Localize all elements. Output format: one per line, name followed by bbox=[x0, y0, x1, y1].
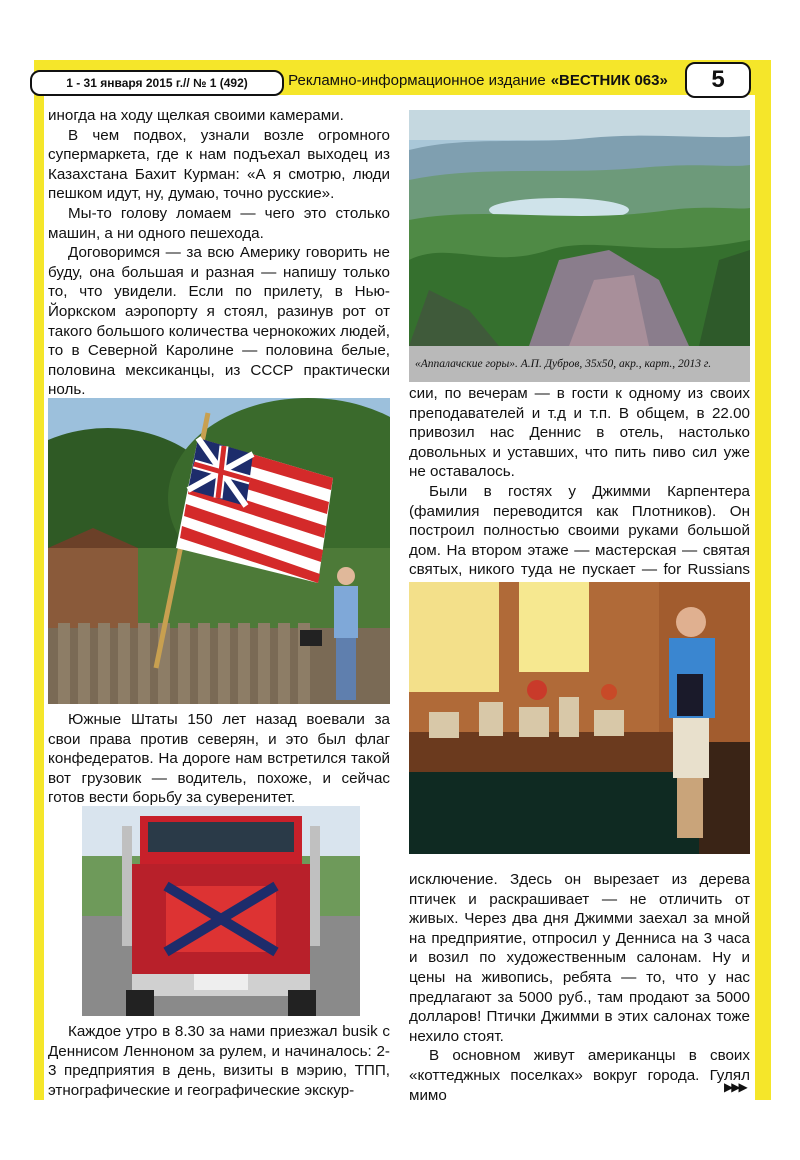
publication-name: «ВЕСТНИК 063» bbox=[550, 71, 668, 89]
paragraph: сии, по вечерам — в гости к одному из своих преподавателей и т.д и т.п. В общем, в 22.00 привозил нас Деннис в отель, настолько довольных и уставших, что пить пиво сил уже не оставалось. bbox=[409, 385, 750, 481]
paragraph: Мы-то голову ломаем — чего это столько машин, а ни одного пешехода. bbox=[48, 204, 390, 242]
article-col1-top bbox=[48, 106, 390, 400]
truck-photo bbox=[82, 806, 360, 1016]
article-col2-bottom bbox=[409, 870, 750, 1105]
workshop-photo bbox=[409, 582, 750, 854]
paragraph: Южные Штаты 150 лет назад воевали за свои права против северян, и это был флаг конфедератов. На дороге нам встретился такой вот грузовик — водитель, похоже, и сейчас готов вести борьбу за суверенитет. bbox=[48, 711, 390, 807]
issue-date: 1 - 31 января 2015 г.// № 1 (492) bbox=[30, 70, 284, 96]
painting-caption: «Аппалачские горы». А.П. Дубров, 35х50, акр., карт., 2013 г. bbox=[409, 346, 750, 382]
paragraph: В чем подвох, узнали возле огромного супермаркета, где к нам подъехал выходец из Казахстана Бахит Курман: «А я смотрю, люди пешком идут, ну, думаю, точно русские». bbox=[48, 126, 390, 203]
painting-image bbox=[409, 110, 750, 346]
publication-title bbox=[283, 68, 673, 92]
page-number: 5 bbox=[685, 62, 751, 98]
article-col1-mid bbox=[48, 710, 390, 808]
paragraph: Договоримся — за всю Америку говорить не буду, она большая и разная — напишу только то, что увидели. Если по прилету, в Нью-Йоркском аэропорту я стоял, разинув рот от такого большого количества чернокожих людей, то в Северной Каролине — половина белые, половина мексиканцы, из СССР практически ноль. bbox=[48, 244, 390, 399]
article-col2-top bbox=[409, 384, 750, 600]
paragraph: исключение. Здесь он вырезает из дерева птичек и раскрашивает — не отличить от живых. Через два дня Джимми заехал за мной на предприятие, отпросил у Денниса на 3 часа и возил по художественным салонам. Ну и цены на живопись, ребята — то, что у нас предлагают за 5000 руб., там продают за 5000 долларов! Птички Джимми в этих салонах тоже нехило стоят. bbox=[409, 871, 750, 1045]
article-col1-bottom bbox=[48, 1022, 390, 1100]
paragraph: иногда на ходу щелкая своими камерами. bbox=[48, 107, 344, 124]
continue-marker: ▶▶▶ bbox=[724, 1080, 746, 1094]
flag-photo bbox=[48, 398, 390, 704]
publication-prefix: Рекламно-информационное издание bbox=[288, 71, 546, 89]
paragraph: Каждое утро в 8.30 за нами приезжал busik с Деннисом Ленноном за рулем, и начиналось: 2-3 предприятия в день, визиты в мэрию, ТПП, этнографические и географические экскур- bbox=[48, 1023, 390, 1099]
paragraph: Были в гостях у Джимми Карпентера (фамилия переводится как Плотников). Он построил полностью своими руками большой дом. На втором этаже — мастерская — святая святых, никого туда не пускает — for Russians bbox=[409, 482, 750, 579]
paragraph: В основном живут американцы в своих «коттеджных поселках» вокруг города. Гулял мимо bbox=[409, 1047, 750, 1104]
